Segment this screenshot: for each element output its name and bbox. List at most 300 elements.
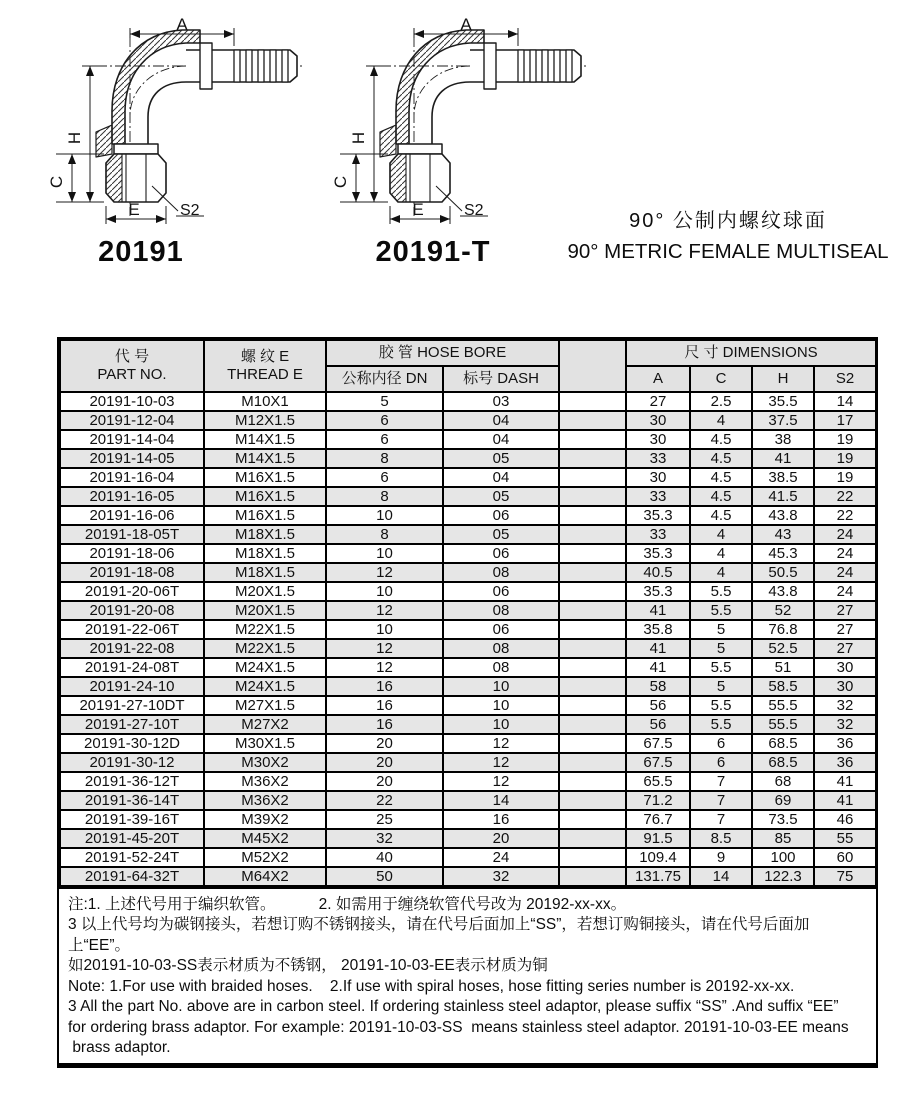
data-cell: 24 [814,544,876,563]
data-cell: 8.5 [690,829,752,848]
data-cell: 17 [814,411,876,430]
data-cell: 5 [326,392,443,411]
dim-label-e: E [412,200,424,219]
data-cell: 32 [443,867,559,886]
data-cell: 36 [814,753,876,772]
data-cell: 68 [752,772,814,791]
table-row [60,544,876,563]
data-cell: 5 [690,677,752,696]
data-cell: 35.5 [752,392,814,411]
data-cell: 5 [690,639,752,658]
data-cell: 12 [443,753,559,772]
table-row [60,563,876,582]
data-cell: 20 [326,753,443,772]
page-title [545,204,911,264]
data-cell: 41 [626,639,690,658]
dim-label-a: A [176,16,188,34]
data-cell: 33 [626,449,690,468]
data-cell: 33 [626,487,690,506]
data-cell: 20 [443,829,559,848]
data-cell: 35.3 [626,582,690,601]
spacer-cell [559,620,626,639]
data-cell: 41 [814,772,876,791]
data-cell: 20191-30-12D [60,734,204,753]
data-cell: M24X1.5 [204,677,326,696]
data-cell: 12 [443,734,559,753]
data-cell: M14X1.5 [204,449,326,468]
note-en-1: Note: 1.For use with braided hoses. 2.If use with spiral hoses, hose fitting series number is 20192-xx-xx. [68,977,795,995]
data-cell: 14 [814,392,876,411]
data-cell: 67.5 [626,734,690,753]
col-header-c: C [690,366,752,392]
table-row [60,392,876,411]
data-cell: M27X2 [204,715,326,734]
data-cell: 24 [814,563,876,582]
data-cell: 06 [443,544,559,563]
data-cell: 06 [443,620,559,639]
spacer-cell [559,658,626,677]
table-row [60,658,876,677]
table-row [60,753,876,772]
col-header-thread [204,340,326,392]
dim-label-c: C [47,175,66,189]
data-cell: 9 [690,848,752,867]
col-header-dn: 公称内径 DN [326,366,443,392]
data-cell: 5 [690,620,752,639]
data-cell: 16 [443,810,559,829]
data-cell: M30X2 [204,753,326,772]
data-cell: 20191-16-04 [60,468,204,487]
data-cell: 36 [814,734,876,753]
data-cell: 04 [443,430,559,449]
data-cell: M22X1.5 [204,620,326,639]
table-row [60,696,876,715]
figure-caption-20191-t: 20191-T [375,236,491,268]
data-cell: 41 [626,601,690,620]
data-cell: 43.8 [752,582,814,601]
data-cell: M52X2 [204,848,326,867]
data-cell: M16X1.5 [204,487,326,506]
data-cell: 20191-24-08T [60,658,204,677]
data-cell: 6 [326,468,443,487]
data-cell: 4.5 [690,487,752,506]
data-cell: 20191-22-06T [60,620,204,639]
col-header-h: H [752,366,814,392]
table-row [60,734,876,753]
data-cell: 30 [814,677,876,696]
data-cell: 12 [326,639,443,658]
data-cell: 20191-18-05T [60,525,204,544]
data-cell: 5.5 [690,715,752,734]
data-cell: M18X1.5 [204,563,326,582]
data-cell: 19 [814,430,876,449]
data-cell: 122.3 [752,867,814,886]
data-cell: 14 [443,791,559,810]
data-cell: 6 [326,430,443,449]
data-cell: M18X1.5 [204,525,326,544]
data-cell: 60 [814,848,876,867]
data-cell: 19 [814,468,876,487]
data-cell: 32 [814,715,876,734]
data-cell: 55.5 [752,696,814,715]
data-cell: M39X2 [204,810,326,829]
data-cell: 38.5 [752,468,814,487]
data-cell: 22 [814,506,876,525]
data-cell: 30 [626,411,690,430]
data-cell: 50.5 [752,563,814,582]
data-cell: M36X2 [204,791,326,810]
data-cell: M24X1.5 [204,658,326,677]
data-cell: 58 [626,677,690,696]
dim-label-a: A [460,16,472,34]
data-cell: 08 [443,601,559,620]
table-row [60,430,876,449]
data-cell: 20191-36-12T [60,772,204,791]
data-cell: 5.5 [690,582,752,601]
data-cell: 10 [326,544,443,563]
data-cell: 16 [326,715,443,734]
data-cell: 12 [326,658,443,677]
spacer-cell [559,753,626,772]
data-cell: 24 [443,848,559,867]
data-cell: 06 [443,582,559,601]
spacer-cell [559,392,626,411]
table-row [60,772,876,791]
data-cell: 10 [326,506,443,525]
table-row [60,449,876,468]
table-row [60,848,876,867]
data-cell: 8 [326,449,443,468]
data-cell: 65.5 [626,772,690,791]
data-cell: M20X1.5 [204,601,326,620]
data-cell: 4 [690,544,752,563]
note-en-2: 3 All the part No. above are in carbon steel. If ordering stainless steel adaptor, please suffix “SS” .And suffix “EE” [68,998,839,1016]
spacer-cell [559,677,626,696]
data-cell: 33 [626,525,690,544]
header-label-cn: 螺 纹 E [240,348,290,365]
data-cell: 20191-16-05 [60,487,204,506]
spacer-cell [559,829,626,848]
table-row [60,620,876,639]
dim-label-c: C [331,175,350,189]
data-cell: M27X1.5 [204,696,326,715]
data-cell: 7 [690,772,752,791]
data-cell: 30 [814,658,876,677]
note-en-3: for ordering brass adaptor. For example: 20191-10-03-SS means stainless steel adaptor. 20191-10-03-EE means [68,1018,849,1036]
data-cell: M36X2 [204,772,326,791]
data-cell: 20191-64-32T [60,867,204,886]
data-cell: 20191-27-10T [60,715,204,734]
data-cell: 06 [443,506,559,525]
data-cell: 58.5 [752,677,814,696]
table-row [60,677,876,696]
dim-label-s2: S2 [180,202,200,219]
data-cell: 4.5 [690,430,752,449]
data-cell: 16 [326,696,443,715]
data-cell: 55.5 [752,715,814,734]
data-cell: 20191-20-08 [60,601,204,620]
table-row [60,487,876,506]
data-cell: 56 [626,696,690,715]
dim-label-s2: S2 [464,202,484,219]
note-cn-1: 注:1. 上述代号用于编织软管。 2. 如需用于缠绕软管代号改为 20192-xx-xx。 [68,896,627,913]
fitting-diagram-20191-t [330,16,592,234]
spacer-cell [559,487,626,506]
col-header-hose-bore: 胶 管 HOSE BORE [326,340,559,366]
spacer-cell [559,734,626,753]
spacer-cell [559,639,626,658]
data-cell: 37.5 [752,411,814,430]
data-cell: 69 [752,791,814,810]
data-cell: 30 [626,430,690,449]
data-cell: 71.2 [626,791,690,810]
page-title-en: 90° METRIC FEMALE MULTISEAL [567,240,889,263]
data-cell: 35.8 [626,620,690,639]
data-cell: 20 [326,734,443,753]
data-cell: 35.3 [626,506,690,525]
data-cell: 10 [326,582,443,601]
data-cell: 10 [443,677,559,696]
data-cell: 10 [326,620,443,639]
data-cell: 100 [752,848,814,867]
data-cell: 5.5 [690,696,752,715]
spacer-cell [559,411,626,430]
spec-table [59,339,877,887]
col-header-dash: 标号 DASH [443,366,559,392]
data-cell: 68.5 [752,734,814,753]
spacer-cell [559,544,626,563]
data-cell: 05 [443,449,559,468]
spacer-cell [559,696,626,715]
data-cell: 20191-12-04 [60,411,204,430]
header-label-en: THREAD E [227,366,303,383]
spacer-cell [559,867,626,886]
data-cell: 5.5 [690,658,752,677]
col-header-s2: S2 [814,366,876,392]
data-cell: 08 [443,658,559,677]
data-cell: 40.5 [626,563,690,582]
data-cell: 24 [814,582,876,601]
page-title-cn: 90° 公制内螺纹球面 [629,210,827,232]
data-cell: 75 [814,867,876,886]
dim-label-h: H [349,131,368,145]
data-cell: 20191-20-06T [60,582,204,601]
note-en-4: brass adaptor. [68,1039,171,1057]
spacer-cell [559,563,626,582]
data-cell: 16 [326,677,443,696]
data-cell: 52 [752,601,814,620]
data-cell: 20191-39-16T [60,810,204,829]
col-header-dimensions: 尺 寸 DIMENSIONS [626,340,876,366]
data-cell: 05 [443,525,559,544]
data-cell: 04 [443,468,559,487]
data-cell: 19 [814,449,876,468]
data-cell: 91.5 [626,829,690,848]
spacer-cell [559,791,626,810]
col-header-a: A [626,366,690,392]
data-cell: 12 [443,772,559,791]
data-cell: 27 [814,620,876,639]
table-row [60,411,876,430]
data-cell: 20191-45-20T [60,829,204,848]
data-cell: 12 [326,563,443,582]
data-cell: 20191-14-05 [60,449,204,468]
data-cell: 6 [690,753,752,772]
data-cell: 22 [326,791,443,810]
spacer-cell [559,525,626,544]
data-cell: 76.8 [752,620,814,639]
data-cell: 35.3 [626,544,690,563]
col-header-part-no [60,340,204,392]
spacer-cell [559,810,626,829]
data-cell: M30X1.5 [204,734,326,753]
data-cell: 32 [814,696,876,715]
data-cell: 43 [752,525,814,544]
data-cell: 4.5 [690,449,752,468]
data-cell: 5.5 [690,601,752,620]
dim-label-h: H [65,131,84,145]
data-cell: 05 [443,487,559,506]
data-cell: 4 [690,525,752,544]
data-cell: 73.5 [752,810,814,829]
data-cell: 7 [690,810,752,829]
data-cell: 46 [814,810,876,829]
data-cell: 14 [690,867,752,886]
header-label-en: PART NO. [97,366,167,383]
data-cell: 68.5 [752,753,814,772]
data-cell: 41 [814,791,876,810]
spacer-cell [559,449,626,468]
data-cell: 20191-24-10 [60,677,204,696]
data-cell: M10X1 [204,392,326,411]
data-cell: 51 [752,658,814,677]
data-cell: 8 [326,525,443,544]
data-cell: 76.7 [626,810,690,829]
data-cell: 4 [690,563,752,582]
spacer-cell [559,506,626,525]
data-cell: 20191-27-10DT [60,696,204,715]
data-cell: 41.5 [752,487,814,506]
data-cell: M16X1.5 [204,506,326,525]
data-cell: 03 [443,392,559,411]
data-cell: 30 [626,468,690,487]
data-cell: 4.5 [690,506,752,525]
data-cell: 7 [690,791,752,810]
data-cell: 4 [690,411,752,430]
spacer-cell [559,468,626,487]
table-row [60,867,876,886]
data-cell: 27 [626,392,690,411]
data-cell: M16X1.5 [204,468,326,487]
spacer-cell [559,582,626,601]
data-cell: 20191-16-06 [60,506,204,525]
table-row [60,715,876,734]
spacer-cell [559,772,626,791]
note-cn-2: 3 以上代号均为碳钢接头，若想订购不锈钢接头，请在代号后面加上“SS”，若想订购铜接头，请在代号后面加上“EE”。 [68,916,810,954]
data-cell: M12X1.5 [204,411,326,430]
dim-label-e: E [128,200,140,219]
data-cell: 43.8 [752,506,814,525]
data-cell: 41 [626,658,690,677]
data-cell: 04 [443,411,559,430]
data-cell: 4.5 [690,468,752,487]
data-cell: 20191-10-03 [60,392,204,411]
spacer-cell [559,601,626,620]
table-row [60,525,876,544]
data-cell: M64X2 [204,867,326,886]
data-cell: 12 [326,601,443,620]
data-cell: 52.5 [752,639,814,658]
data-cell: 25 [326,810,443,829]
data-cell: M14X1.5 [204,430,326,449]
table-row [60,810,876,829]
table-row [60,601,876,620]
data-cell: 20191-18-06 [60,544,204,563]
notes-block [59,887,876,1063]
data-cell: M22X1.5 [204,639,326,658]
data-cell: 38 [752,430,814,449]
table-row [60,791,876,810]
note-cn-3: 如20191-10-03-SS表示材质为不锈钢， 20191-10-03-EE表示材质为铜 [68,957,548,975]
data-cell: 27 [814,601,876,620]
data-cell: 85 [752,829,814,848]
fitting-diagram-20191 [46,16,308,234]
data-cell: 6 [690,734,752,753]
data-cell: 55 [814,829,876,848]
data-cell: 20 [326,772,443,791]
data-cell: 45.3 [752,544,814,563]
data-cell: 131.75 [626,867,690,886]
spacer-cell [559,430,626,449]
table-body [60,392,876,886]
header-label-cn: 代 号 [114,348,150,365]
table-row [60,829,876,848]
spacer-cell [559,715,626,734]
data-cell: 67.5 [626,753,690,772]
data-cell: 20191-30-12 [60,753,204,772]
data-cell: 08 [443,639,559,658]
data-cell: 27 [814,639,876,658]
data-cell: 41 [752,449,814,468]
data-cell: 24 [814,525,876,544]
data-cell: M18X1.5 [204,544,326,563]
data-cell: M45X2 [204,829,326,848]
data-cell: 10 [443,715,559,734]
spec-sheet [57,337,878,1068]
data-cell: 20191-18-08 [60,563,204,582]
figure-caption-20191: 20191 [98,236,184,268]
table-row [60,582,876,601]
data-cell: 8 [326,487,443,506]
data-cell: 2.5 [690,392,752,411]
table-row [60,468,876,487]
data-cell: 40 [326,848,443,867]
data-cell: 56 [626,715,690,734]
col-header-spacer [559,340,626,392]
data-cell: 50 [326,867,443,886]
data-cell: 20191-14-04 [60,430,204,449]
data-cell: 6 [326,411,443,430]
data-cell: 20191-22-08 [60,639,204,658]
data-cell: 20191-52-24T [60,848,204,867]
data-cell: M20X1.5 [204,582,326,601]
table-row [60,639,876,658]
table-row [60,506,876,525]
data-cell: 109.4 [626,848,690,867]
data-cell: 22 [814,487,876,506]
data-cell: 10 [443,696,559,715]
data-cell: 20191-36-14T [60,791,204,810]
